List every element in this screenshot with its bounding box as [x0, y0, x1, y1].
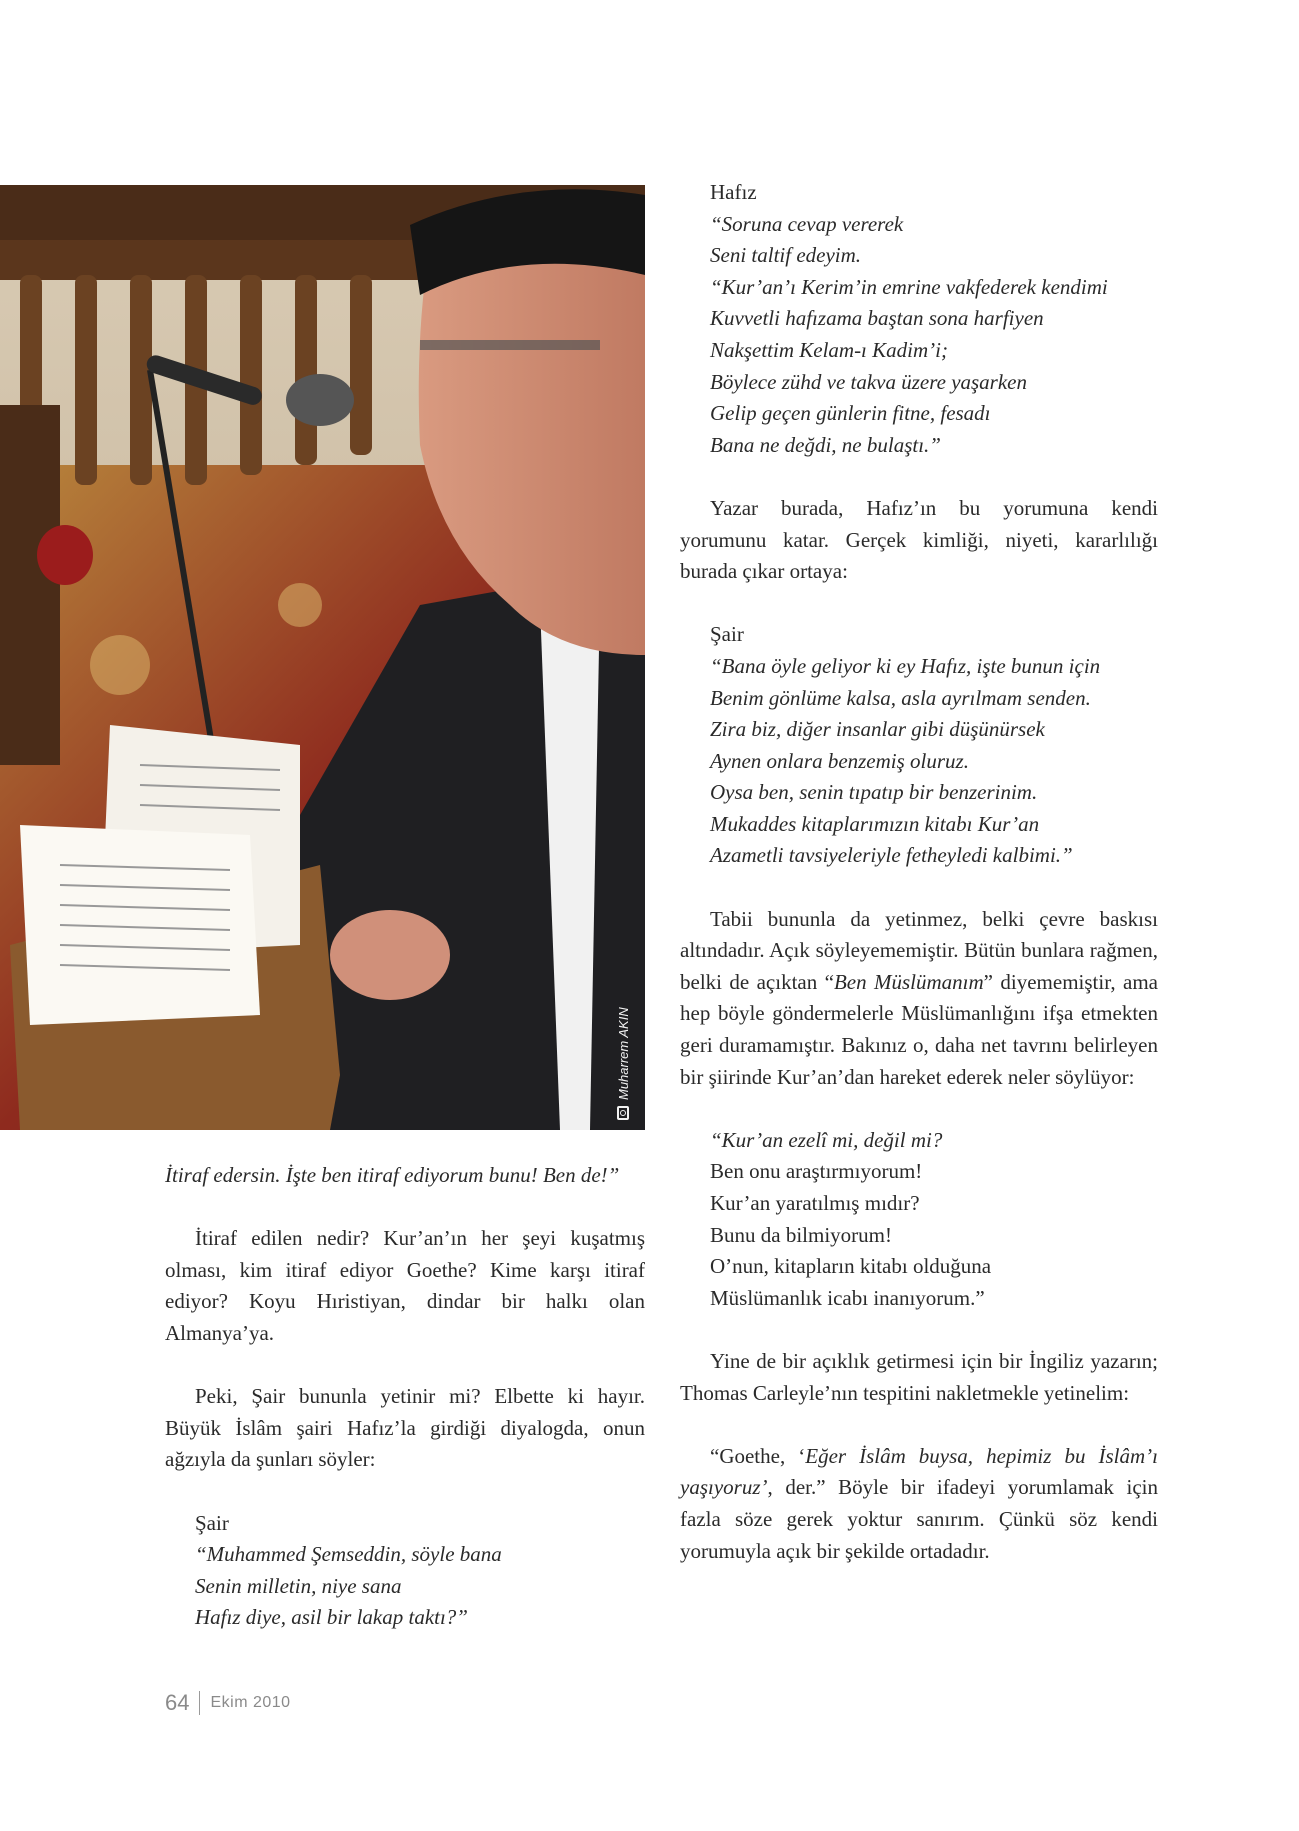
right-paragraph-2 — [680, 904, 1158, 1094]
right-paragraph-4 — [680, 1441, 1158, 1567]
p7-part-b: , der.” Böyle bir ifadeyi yorumlamak için fazla söze gerek yoktur sanırım. Çünkü söz kendi yorumuyla açık bir şekilde ortadadır. — [680, 1475, 1158, 1563]
verse-line: Böylece zühd ve takva üzere yaşarken — [710, 369, 1027, 394]
page-footer — [165, 1688, 291, 1718]
verse-line: Bunu da bilmiyorum! — [710, 1222, 892, 1247]
verse-line: Zira biz, diğer insanlar gibi düşünürsek — [710, 717, 1045, 742]
verse-line: Senin milletin, niye sana — [195, 1573, 402, 1598]
article-photo — [0, 185, 645, 1130]
p7-part-a: “Goethe, ‘ — [710, 1443, 806, 1468]
verse-line: Mukaddes kitaplarımızın kitabı Kur’an — [710, 811, 1040, 836]
photo-illustration — [0, 185, 645, 1130]
p5-emphasis: Ben Müslümanım — [833, 969, 984, 994]
p5-part-a: Tabii bununla da yetinmez, belki çevre baskısı altındadır. Açık söyleyememiştir. Bütün bunlara rağmen, belki de açıktan “ — [680, 906, 1158, 994]
page-number: 64 — [165, 1690, 190, 1715]
verse-line: “Bana öyle geliyor ki ey Hafız, işte bunun için — [710, 653, 1101, 678]
verse-line: Şair — [710, 622, 744, 647]
issue-date: Ekim 2010 — [210, 1694, 291, 1711]
verse-line: Ben onu araştırmıyorum! — [710, 1159, 923, 1184]
verse-line: Kuvvetli hafızama baştan sona harfiyen — [710, 306, 1044, 331]
verse-line: Bana ne değdi, ne bulaştı.” — [710, 432, 941, 457]
camera-icon — [617, 1106, 629, 1120]
verse-line: Hafız — [710, 180, 757, 204]
verse-hafiz — [680, 177, 1158, 461]
left-column — [165, 1160, 645, 1634]
verse-line: “Soruna cevap vererek — [710, 211, 904, 236]
verse-line: Müslümanlık icabı inanıyorum.” — [710, 1285, 985, 1310]
p7-emphasis: Eğer İslâm buysa, hepimiz bu İslâm’ı yaşıyoruz’ — [680, 1443, 1158, 1500]
right-paragraph-3: Yine de bir açıklık getirmesi için bir İngiliz yazarın; Thomas Carleyle’nın tespitini nakletmekle yetinelim: — [680, 1348, 1158, 1405]
verse-line: Şair — [195, 1510, 229, 1535]
verse-line: Azametli tavsiyeleriyle fetheyledi kalbimi.” — [710, 843, 1073, 868]
verse-line: “Kur’an’ı Kerim’in emrine vakfederek kendimi — [710, 274, 1108, 299]
verse-line: Aynen onlara benzemiş oluruz. — [710, 748, 969, 773]
verse-sair-1 — [165, 1508, 645, 1634]
photo-credit — [612, 980, 634, 1120]
right-column — [680, 177, 1158, 1567]
left-paragraph-3: Peki, Şair bununla yetinir mi? Elbette ki hayır. Büyük İslâm şairi Hafız’la girdiği diyalogda, onun ağzıyla da şunları söyler: — [165, 1384, 645, 1472]
left-paragraph-1: İtiraf edersin. İşte ben itiraf ediyorum bunu! Ben de!” — [165, 1163, 620, 1187]
verse-line: Oysa ben, senin tıpatıp bir benzerinim. — [710, 780, 1038, 805]
verse-line: O’nun, kitapların kitabı olduğuna — [710, 1254, 992, 1279]
verse-line: “Muhammed Şemseddin, söyle bana — [195, 1542, 502, 1567]
verse-sair-2 — [680, 619, 1158, 872]
right-paragraph-1: Yazar burada, Hafız’ın bu yorumuna kendi yorumunu katar. Gerçek kimliği, niyeti, kararlılığı burada çıkar ortaya: — [680, 495, 1158, 584]
verse-line: “Kur’an ezelî mi, değil mi? — [710, 1127, 943, 1152]
photo-credit-text: Muharrem AKIN — [615, 1007, 631, 1100]
verse-line: Kur’an yaratılmış mıdır? — [710, 1191, 920, 1215]
verse-line: Nakşettim Kelam-ı Kadim’i; — [710, 337, 948, 362]
verse-line: Benim gönlüme kalsa, asla ayrılmam senden. — [710, 685, 1091, 710]
footer-divider — [199, 1691, 200, 1715]
verse-line: Gelip geçen günlerin fitne, fesadı — [710, 401, 991, 426]
p5-part-b: ” diyememiştir, ama hep böyle göndermelerle Müslümanlığını ifşa etmekten geri duramamıştır. Bakınız o, daha net tavrını belirleyen bir şiirinde Kur’an’dan hareket ederek neler söylüyor: — [680, 969, 1158, 1089]
verse-line: Hafız diye, asil bir lakap taktı?” — [195, 1605, 468, 1630]
verse-line: Seni taltif edeyim. — [710, 243, 862, 268]
verse-kuran — [680, 1125, 1158, 1315]
left-paragraph-2: İtiraf edilen nedir? Kur’an’ın her şeyi kuşatmış olması, kim itiraf ediyor Goethe? Kime karşı itiraf ediyor? Koyu Hıristiyan, dindar bir halkı olan Almanya’ya. — [165, 1226, 645, 1345]
